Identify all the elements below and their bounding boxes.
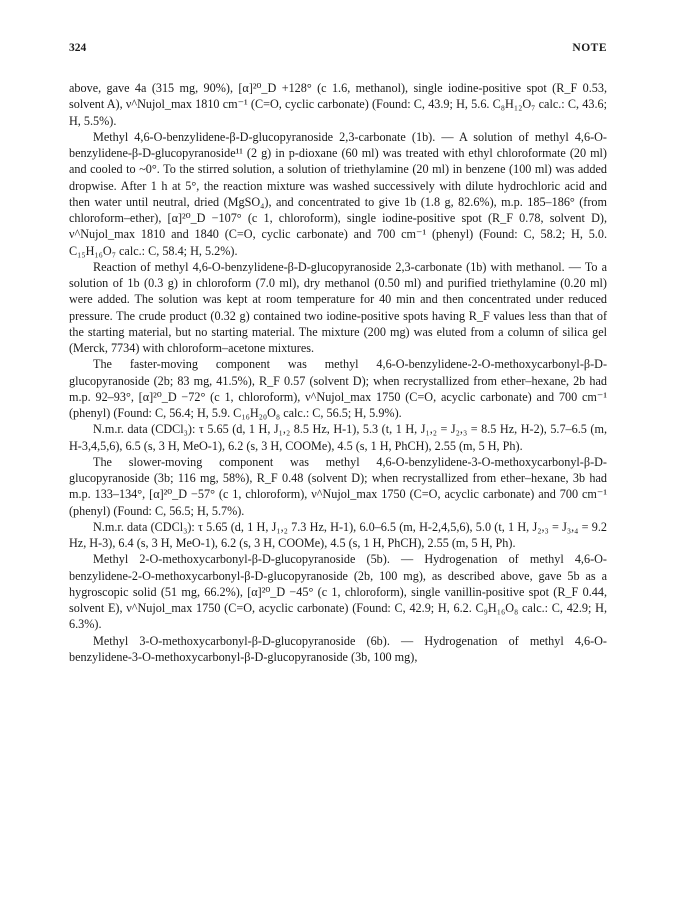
article-body bbox=[69, 80, 607, 665]
paragraph-3: Reaction of methyl 4,6-O-benzylidene-β-D-glucopyranoside 2,3-carbonate (1b) with methanol. — To a solution of 1b (0.3 g) in chloroform (7.0 ml), dry methanol (0.50 ml) and purified triethylamine (0.20 ml) were added. The solution was kept at room temperature for 40 min and then concentrated under reduced pressure. The crude product (0.32 g) contained two iodine-positive spots having R_F values less than that of the starting material, but no starting material. The mixture (200 mg) was eluted from a column of silica gel (Merck, 7734) with chloroform–acetone mixtures. bbox=[69, 259, 607, 355]
paragraph-2: Methyl 4,6-O-benzylidene-β-D-glucopyranoside 2,3-carbonate (1b). — A solution of methyl 4,6-O-benzylidene-β-D-glucopyranoside¹¹ (2 g) in p-dioxane (60 ml) was treated with ethyl chloroformate (20 ml) and cooled to ~0°. To the stirred solution, a solution of triethylamine (20 ml) in benzene (100 ml) was added dropwise. After 1 h at 5°, the reaction mixture was washed successively with dilute hydrochloric acid and then water until neutral, dried (MgSO₄), and concentrated to give 1b (1.8 g, 82.6%), m.p. 185–186° (from chloroform–ether), [α]²⁰_D −107° (c 1, chloroform), single iodine-positive spot (R_F 0.78, solvent D), ν^Nujol_max 1810 and 1840 (C=O, cyclic carbonate) and 700 cm⁻¹ (phenyl) (Found: C, 58.2; H, 5.0. C₁₅H₁₆O₇ calc.: C, 58.4; H, 5.2%). bbox=[69, 129, 607, 258]
nmr-paragraph-1: N.m.r. data (CDCl₃): τ 5.65 (d, 1 H, J₁,₂ 8.5 Hz, H-1), 5.3 (t, 1 H, J₁,₂ = J₂,₃ = 8.5 Hz, H-2), 5.7–6.5 (m, H-3,4,5,6), 6.5 (s, 3 H, MeO-1), 6.2 (s, 3 H, COOMe), 4.5 (s, 1 H, PhCH), 2.55 (m, 5 H, Ph). bbox=[69, 422, 607, 453]
page-number: 324 bbox=[69, 42, 87, 54]
paragraph-1: above, gave 4a (315 mg, 90%), [α]²⁰_D +128° (c 1.6, methanol), single iodine-positive spot (R_F 0.53, solvent A), ν^Nujol_max 1810 cm⁻¹ (C=O, cyclic carbonate) (Found: C, 43.9; H, 5.6. C₈H₁₂O₇ calc.: C, 43.6; H, 5.5%). bbox=[69, 81, 607, 128]
running-header bbox=[69, 42, 607, 58]
nmr-paragraph-2: N.m.r. data (CDCl₃): τ 5.65 (d, 1 H, J₁,₂ 7.3 Hz, H-1), 6.0–6.5 (m, H-2,4,5,6), 5.0 (t, 1 H, J₂,₃ = J₃,₄ = 9.2 Hz, H-3), 6.4 (s, 3 H, MeO-1), 6.2 (s, 3 H, COOMe), 4.5 (s, 1 H, PhCH), 2.55 (m, 5 H, Ph). bbox=[69, 519, 607, 550]
paragraph-8: Methyl 2-O-methoxycarbonyl-β-D-glucopyranoside (5b). — Hydrogenation of methyl 4,6-O-benzylidene-2-O-methoxycarbonyl-β-D-glucopyranoside (2b, 100 mg), as described above, gave 5b as a hygroscopic solid (51 mg, 66.2%), [α]²⁰_D −45° (c 1, chloroform), single vanillin-positive spot (R_F 0.44, solvent E), ν^Nujol_max 1750 (C=O, acyclic carbonate) (Found: C, 42.9; H, 6.2. C₉H₁₆O₈ calc.: C, 42.9; H, 6.3%). bbox=[69, 552, 607, 632]
running-title: NOTE bbox=[572, 42, 607, 54]
paragraph-6: The slower-moving component was methyl 4,6-O-benzylidene-3-O-methoxycarbonyl-β-D-glucopyranoside (3b; 116 mg, 58%), R_F 0.48 (solvent D); when recrystallized from ether–hexane, 3b had m.p. 133–134°, [α]²⁰_D −57° (c 1, chloroform), ν^Nujol_max 1750 (C=O, acyclic carbonate) and 700 cm⁻¹ (phenyl) (Found: C, 56.5; H, 5.7%). bbox=[69, 454, 607, 518]
paragraph-9: Methyl 3-O-methoxycarbonyl-β-D-glucopyranoside (6b). — Hydrogenation of methyl 4,6-O-benzylidene-3-O-methoxycarbonyl-β-D-glucopyranoside (3b, 100 mg), bbox=[69, 633, 607, 664]
paragraph-4: The faster-moving component was methyl 4,6-O-benzylidene-2-O-methoxycarbonyl-β-D-glucopyranoside (2b; 83 mg, 41.5%), R_F 0.57 (solvent D); when recrystallized from ether–hexane, 2b had m.p. 92–93°, [α]²⁰_D −72° (c 1, chloroform), ν^Nujol_max 1750 (C=O, acyclic carbonate) and 700 cm⁻¹ (phenyl) (Found: C, 56.4; H, 5.9. C₁₆H₂₀O₈ calc.: C, 56.5; H, 5.9%). bbox=[69, 357, 607, 420]
